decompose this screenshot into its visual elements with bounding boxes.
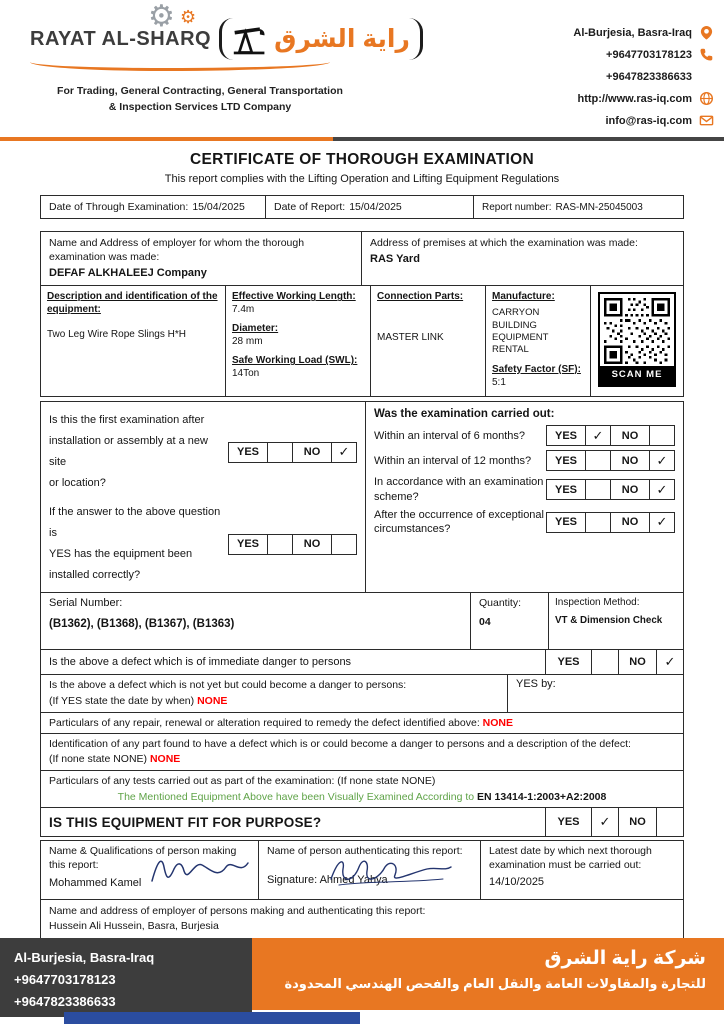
yes-label: YES — [546, 450, 586, 471]
contact-phone1-text: +9647703178123 — [606, 48, 692, 61]
report-number-cell — [474, 196, 683, 218]
immediate-danger-row — [40, 649, 684, 675]
exam-scheme-text: In accordance with an examination scheme? — [374, 476, 544, 503]
employer-label: Name and Address of employer for whom the thorough examination was made: — [49, 237, 305, 264]
tagline-line1: For Trading, General Contracting, General Transportation — [57, 85, 343, 97]
safety-factor-value: 5:1 — [492, 376, 506, 388]
future-danger-text — [41, 675, 507, 711]
report-number-value: RAS-MN-25045003 — [555, 201, 643, 213]
manufacture-value: CARRYON BUILDING EQUIPMENT RENTAL — [492, 307, 549, 356]
inspection-method-label: Inspection Method: — [555, 597, 640, 609]
exceptional-circumstances-row — [374, 508, 675, 537]
description-label: Description and identification of the equipment: — [47, 291, 218, 316]
exceptional-no-checkbox: ✓ — [649, 512, 675, 533]
tests-text: Particulars of any tests carried out as part of the examination: (If none state NONE) — [49, 774, 436, 787]
examination-questions — [40, 401, 684, 593]
contact-phone1 — [524, 46, 714, 63]
future-danger-line1: Is the above a defect which is not yet but could become a danger to persons: — [49, 679, 407, 692]
interval-6-months-row — [374, 425, 675, 446]
interval-12-yes-checkbox — [585, 450, 611, 471]
equipment-dimensions-cell — [226, 286, 371, 396]
contact-email — [524, 112, 714, 129]
location-pin-icon — [699, 25, 714, 40]
company-name-arabic: راية الشرق — [274, 25, 410, 53]
yes-label: YES — [546, 425, 586, 446]
phone-icon — [699, 47, 714, 62]
report-number-label: Report number: — [482, 201, 552, 213]
report-date-label: Date of Report: — [274, 201, 346, 213]
yes-label: YES — [545, 650, 591, 674]
first-exam-answer — [228, 442, 357, 463]
installed-line2: YES has the equipment been — [49, 548, 193, 561]
diameter-label: Diameter: — [232, 323, 279, 335]
contact-website — [524, 90, 714, 107]
serial-number-label: Serial Number: — [49, 597, 123, 610]
report-authenticator-cell — [259, 841, 481, 899]
identification-row — [40, 733, 684, 770]
dates-row — [40, 195, 684, 219]
installed-yes-checkbox — [267, 534, 293, 555]
installed-correctly-question — [49, 502, 357, 586]
first-exam-yes-checkbox — [267, 442, 293, 463]
fit-for-purpose-row — [40, 807, 684, 837]
footer-contact-box — [0, 938, 252, 1017]
first-exam-line2: installation or assembly at a new site — [49, 435, 208, 469]
company-logo — [30, 0, 410, 129]
equipment-description-cell — [41, 286, 226, 396]
identification-line1: Identification of any part found to have a defect which is or could become a danger to persons and a description of the defect: — [49, 738, 631, 751]
report-date-cell — [266, 196, 474, 218]
divider-orange — [0, 137, 333, 141]
connection-parts-cell — [371, 286, 486, 396]
installed-line1: If the answer to the above question is — [49, 506, 221, 540]
interval-6-yes-checkbox: ✓ — [585, 425, 611, 446]
contact-address — [524, 24, 714, 41]
exam-scheme-no-checkbox: ✓ — [649, 479, 675, 500]
exam-date-cell — [41, 196, 266, 218]
exceptional-circumstances-text: After the occurrence of exceptional circumstances? — [374, 508, 544, 536]
quantity-cell — [471, 593, 549, 649]
serial-number-cell — [41, 593, 471, 649]
carried-out-column — [366, 402, 683, 592]
identification-line2-prefix: (If none state NONE) — [49, 753, 148, 766]
future-danger-yes-by: YES by: — [507, 675, 683, 711]
contact-website-text: http://www.ras-iq.com — [577, 92, 692, 105]
footer-phone1: +9647703178123 — [14, 972, 116, 987]
immediate-danger-yes-checkbox — [591, 650, 618, 674]
contact-list — [524, 18, 714, 129]
immediate-danger-no-checkbox: ✓ — [656, 650, 683, 674]
exceptional-circumstances-answer — [546, 512, 675, 533]
connection-value: MASTER LINK — [377, 332, 444, 344]
no-label: NO — [618, 808, 656, 836]
exam-scheme-answer — [546, 479, 675, 500]
qr-code — [598, 292, 676, 386]
interval-12-months-answer — [546, 450, 675, 471]
premises-label: Address of premises at which the examination was made: — [370, 237, 638, 249]
connection-label: Connection Parts: — [377, 291, 464, 303]
yes-label: YES — [546, 479, 586, 500]
exceptional-yes-checkbox — [585, 512, 611, 533]
future-danger-row — [40, 674, 684, 712]
repair-none: NONE — [482, 716, 514, 729]
future-danger-line2-prefix: (If YES state the date by when) — [49, 694, 195, 707]
yes-label: YES — [228, 442, 268, 463]
tests-note-green: The Mentioned Equipment Above have been Visually Examined According to — [117, 790, 475, 803]
first-exam-column — [41, 402, 366, 592]
globe-icon — [699, 91, 714, 106]
header-divider — [0, 137, 724, 141]
installed-correctly-text — [49, 502, 228, 586]
fit-no-checkbox — [656, 808, 683, 836]
contact-phone2 — [524, 68, 714, 85]
footer-phone2: +9647823386633 — [14, 994, 116, 1009]
next-examination-value: 14/10/2025 — [489, 875, 545, 888]
quantity-label: Quantity: — [479, 597, 522, 610]
signatories-row — [40, 840, 684, 900]
future-danger-none: NONE — [197, 694, 228, 707]
tests-row — [40, 770, 684, 808]
installed-no-checkbox — [331, 534, 357, 555]
fit-yes-checkbox: ✓ — [591, 808, 618, 836]
employer-value: DEFAF ALKHALEEJ Company — [49, 267, 207, 280]
qr-cell — [591, 286, 683, 396]
swl-label: Safe Working Load (SWL): — [232, 355, 358, 367]
immediate-danger-text: Is the above a defect which is of immediate danger to persons — [49, 656, 352, 669]
identification-line2 — [49, 752, 675, 767]
identification-none: NONE — [149, 753, 181, 766]
safety-factor-label: Safety Factor (SF): — [492, 363, 581, 375]
logo-row — [30, 0, 410, 60]
serial-row — [40, 592, 684, 650]
report-authenticator-label: Name of person authenticating this report: — [267, 845, 463, 858]
inspection-method-cell — [549, 593, 683, 649]
repair-row — [40, 712, 684, 735]
header — [0, 0, 724, 129]
tests-standard: EN 13414-1:2003+A2:2008 — [477, 790, 607, 803]
title-block — [0, 151, 724, 185]
interval-6-months-answer — [546, 425, 675, 446]
length-label: Effective Working Length: — [232, 291, 356, 303]
no-label: NO — [292, 442, 332, 463]
premises-value: RAS Yard — [370, 253, 420, 266]
footer-arabic-block — [284, 947, 706, 992]
footer-blue-bar — [64, 1012, 360, 1024]
future-danger-line2 — [49, 694, 499, 709]
equipment-row — [40, 285, 684, 397]
carried-out-title: Was the examination carried out: — [374, 408, 555, 421]
description-value: Two Leg Wire Rope Slings H*H — [47, 329, 186, 341]
footer — [0, 938, 724, 1024]
repair-text: Particulars of any repair, renewal or alteration required to remedy the defect identified above: — [49, 716, 480, 729]
exam-date-label: Date of Through Examination: — [49, 201, 189, 213]
no-label: NO — [610, 479, 650, 500]
yes-label: YES — [545, 808, 591, 836]
employer-cell — [41, 232, 362, 285]
no-label: NO — [292, 534, 332, 555]
first-exam-text — [49, 410, 228, 494]
premises-cell — [362, 232, 683, 285]
inspection-method-value: VT & Dimension Check — [555, 615, 663, 627]
length-value: 7.4m — [232, 304, 255, 316]
oil-pump-icon — [232, 21, 268, 57]
quantity-value: 04 — [479, 616, 491, 629]
email-icon — [699, 113, 714, 128]
tagline-line2: & Inspection Services LTD Company — [108, 101, 292, 114]
report-authenticator-signature: Signature: Ahmed Yahya — [267, 873, 388, 886]
installed-line3: installed correctly? — [49, 569, 141, 582]
footer-company-arabic: شركة راية الشرق — [544, 948, 706, 969]
exam-scheme-row — [374, 475, 675, 504]
first-exam-line3: or location? — [49, 477, 106, 490]
first-exam-question — [49, 410, 357, 494]
company-name-en: RAYAT AL-SHARQ — [30, 27, 212, 50]
report-employer-value: Hussein Ali Hussein, Basra, Burjesia — [49, 920, 219, 933]
footer-tagline-arabic: للتجارة والمقاولات العامة والنقل العام والفحص الهندسي المحدودة — [284, 976, 706, 991]
certificate-body — [40, 195, 684, 957]
interval-12-months-row — [374, 450, 675, 471]
qr-code-image — [604, 298, 670, 364]
swl-value: 14Ton — [232, 368, 260, 380]
logo-emblem — [219, 18, 423, 60]
document-subtitle: This report complies with the Lifting Operation and Lifting Equipment Regulations — [164, 173, 560, 185]
manufacture-cell — [486, 286, 591, 396]
document-title: CERTIFICATE OF THOROUGH EXAMINATION — [189, 151, 535, 168]
divider-dark — [333, 137, 724, 141]
no-label: NO — [610, 450, 650, 471]
yes-label: YES — [546, 512, 586, 533]
report-maker-label: Name & Qualifications of person making this report: — [49, 845, 237, 871]
report-employer-label: Name and address of employer of persons making and authenticating this report: — [49, 905, 426, 918]
diameter-value: 28 mm — [232, 336, 263, 348]
first-exam-no-checkbox: ✓ — [331, 442, 357, 463]
no-label: NO — [610, 512, 650, 533]
fit-question: IS THIS EQUIPMENT FIT FOR PURPOSE? — [49, 814, 322, 830]
report-maker-cell — [41, 841, 259, 899]
yes-label: YES — [228, 534, 268, 555]
next-examination-cell — [481, 841, 683, 899]
footer-address: Al-Burjesia, Basra-Iraq — [14, 950, 155, 965]
interval-6-no-checkbox — [649, 425, 675, 446]
installed-correctly-answer — [228, 534, 357, 555]
exam-date-value: 15/04/2025 — [192, 201, 245, 213]
no-label: NO — [610, 425, 650, 446]
contact-email-text: info@ras-iq.com — [605, 114, 692, 127]
qr-caption: SCAN ME — [600, 366, 674, 384]
manufacture-label: Manufacture: — [492, 291, 555, 303]
interval-12-no-checkbox: ✓ — [649, 450, 675, 471]
next-examination-label: Latest date by which next thorough examination must be carried out: — [489, 845, 652, 871]
first-exam-line1: Is this the first examination after — [49, 414, 205, 427]
tests-note — [49, 789, 675, 808]
report-date-value: 15/04/2025 — [349, 201, 402, 213]
interval-12-months-text: Within an interval of 12 months? — [374, 454, 532, 467]
gear-icon: ⚙ — [148, 0, 175, 33]
no-label: NO — [618, 650, 656, 674]
interval-6-months-text: Within an interval of 6 months? — [374, 429, 526, 442]
serial-number-value: (B1362), (B1368), (B1367), (B1363) — [49, 618, 235, 631]
gear-small-icon: ⚙ — [180, 7, 197, 27]
contact-address-text: Al-Burjesia, Basra-Iraq — [573, 26, 692, 39]
logo-swoosh — [30, 62, 330, 71]
report-maker-name: Mohammed Kamel — [49, 876, 142, 889]
exam-scheme-yes-checkbox — [585, 479, 611, 500]
company-tagline — [30, 83, 370, 116]
contact-phone2-text: +9647823386633 — [606, 70, 692, 83]
parties-row — [40, 231, 684, 286]
